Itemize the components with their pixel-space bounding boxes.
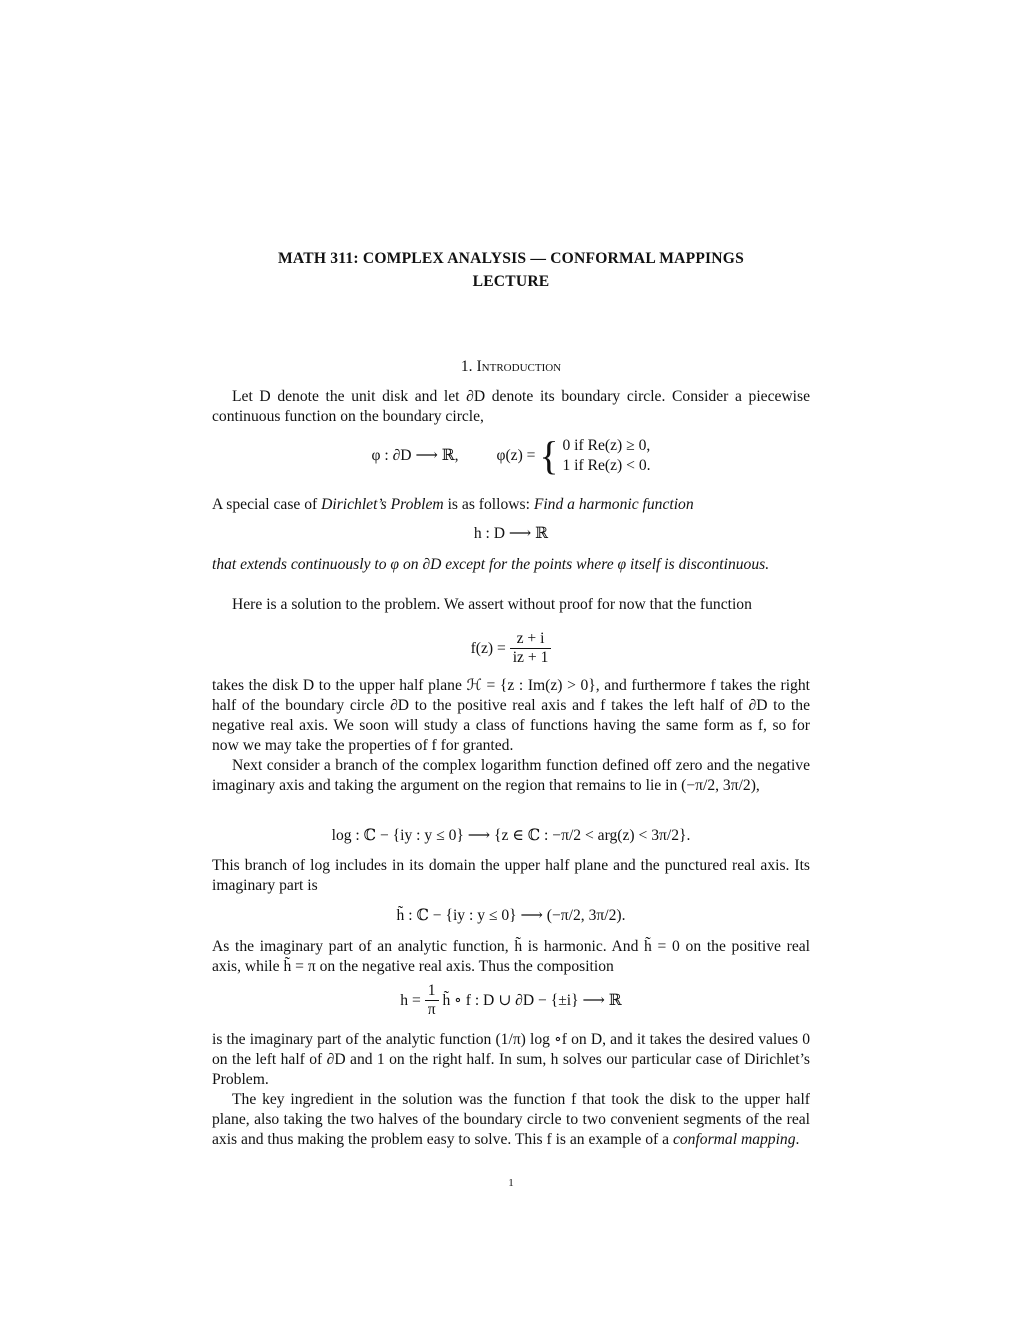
equation-h: h : D ⟶ ℝ <box>473 525 549 542</box>
title-line-2: LECTURE <box>472 273 550 290</box>
equation-h-tilde: h̃ : ℂ − {iy : y ≤ 0} ⟶ (−π/2, 3π/2). <box>396 907 626 924</box>
paragraph-2 <box>212 495 810 515</box>
section-heading <box>212 357 810 377</box>
paragraph-9: is the imaginary part of the analytic function (1/π) log ∘f on D, and it takes the desired values 0 on the left half of ∂D and 1 on the right half. In sum, h solves our particular case of Dirichlet’s Problem. <box>212 1031 810 1088</box>
p10-text-c: . <box>795 1131 800 1148</box>
paragraph-5: takes the disk D to the upper half plane ℋ = {z : Im(z) > 0}, and furthermore f takes the right half of the boundary circle ∂D to the positive real axis and f takes the left half of ∂D to the negative real axis. We soon will study a class of functions having the same form as f, so for now we may take the properties of f for granted. <box>212 677 810 754</box>
equation-f <box>212 630 810 667</box>
equation-composition-right: h̃ ∘ f : D ∪ ∂D − {±i} ⟶ ℝ <box>442 991 622 1009</box>
fraction-numerator: z + i <box>510 630 552 649</box>
equation-phi-def: φ(z) = <box>496 447 536 464</box>
paragraph-10 <box>212 1090 810 1150</box>
equation-composition <box>212 982 810 1019</box>
equation-phi-map: φ : ∂D ⟶ ℝ, <box>371 447 459 464</box>
p10-text-a: The key ingredient in the solution was the function f that took the disk to the upper half plane, also taking the two halves of the boundary circle to two convenient segments of the real axis and thus making the problem easy to solve. This f is an example of a <box>212 1091 810 1148</box>
paragraph-6: Next consider a branch of the complex logarithm function defined off zero and the negative imaginary axis and taking the argument on the region that remains to lie in (−π/2, 3π/2), <box>212 757 810 794</box>
equation-phi-cases <box>562 436 650 476</box>
equation-f-fraction <box>510 630 552 667</box>
paragraph-3: that extends continuously to φ on ∂D except for the points where φ itself is discontinuous. <box>212 556 770 573</box>
fraction-one: 1 <box>425 982 439 1001</box>
paragraph-7: This branch of log includes in its domain the upper half plane and the punctured real axis. Its imaginary part is <box>212 857 810 894</box>
p2-term: Dirichlet’s Problem <box>321 496 444 513</box>
paragraph-1: Let D denote the unit disk and let ∂D denote its boundary circle. Consider a piecewise continuous function on the boundary circle, <box>212 388 810 425</box>
case-2: 1 if Re(z) < 0. <box>562 457 651 474</box>
equation-composition-fraction <box>425 982 439 1019</box>
section-number: 1. <box>460 358 473 375</box>
p2-emph: Find a harmonic function <box>533 496 694 513</box>
section-title: Introduction <box>476 358 562 375</box>
case-1: 0 if Re(z) ≥ 0, <box>562 437 651 454</box>
paragraph-4: Here is a solution to the problem. We assert without proof for now that the function <box>232 596 752 613</box>
fraction-denominator: iz + 1 <box>512 649 549 666</box>
p10-term: conformal mapping <box>672 1131 796 1148</box>
equation-log: log : ℂ − {iy : y ≤ 0} ⟶ {z ∈ ℂ : −π/2 < arg(z) < 3π/2}. <box>331 827 691 844</box>
title-line-1: MATH 311: COMPLEX ANALYSIS — CONFORMAL MAPPINGS <box>278 250 744 267</box>
page-number: 1 <box>508 1177 514 1189</box>
equation-phi <box>212 433 810 480</box>
paragraph-8: As the imaginary part of an analytic function, h̃ is harmonic. And h̃ = 0 on the positive real axis, while h̃ = π on the negative real axis. Thus the composition <box>212 938 810 975</box>
left-brace: { <box>539 433 559 478</box>
equation-f-left: f(z) = <box>470 639 506 657</box>
equation-composition-left: h = <box>400 991 421 1009</box>
p2-text-a: A special case of <box>212 496 322 513</box>
fraction-pi: π <box>427 1001 436 1018</box>
p2-text-c: is as follows: <box>443 496 534 513</box>
